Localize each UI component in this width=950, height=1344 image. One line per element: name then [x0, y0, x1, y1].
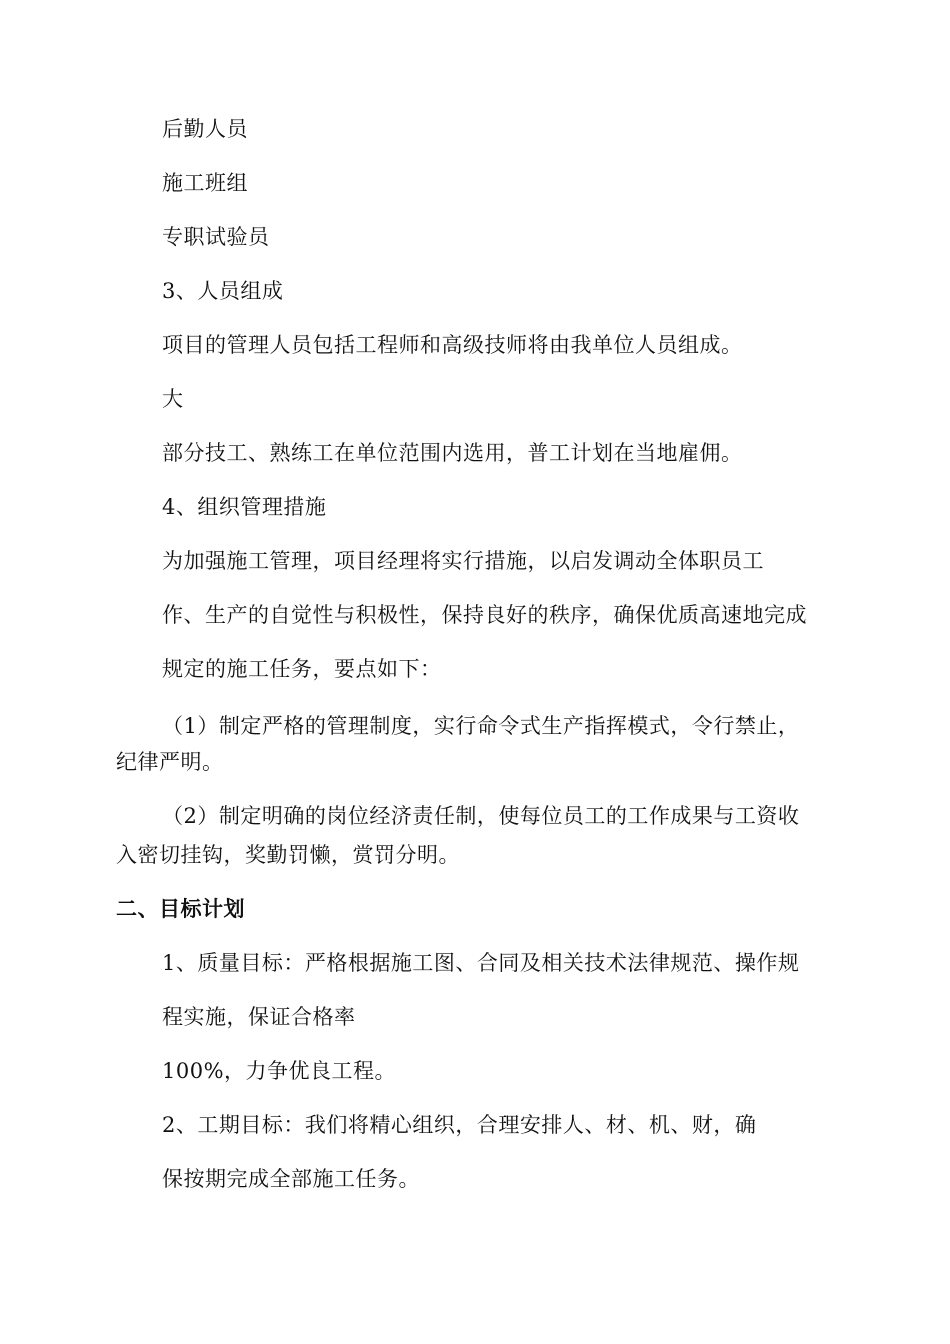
point-1-line-1: （1）制定严格的管理制度，实行命令式生产指挥模式，令行禁止，: [162, 714, 800, 738]
list-item-test-engineer: 专职试验员: [162, 225, 270, 249]
quality-goal-line-1: 1、质量目标：严格根据施工图、合同及相关技术法律规范、操作规: [162, 951, 800, 975]
point-1-line-2: 纪律严明。: [116, 750, 224, 774]
section-heading-staffing: 3、人员组成: [162, 279, 284, 303]
schedule-goal-line-1: 2、工期目标：我们将精心组织，合理安排人、材、机、财，确: [162, 1113, 757, 1137]
list-item-construction-team: 施工班组: [162, 171, 248, 195]
point-2-line-2: 入密切挂钩，奖勤罚懒，赏罚分明。: [116, 843, 460, 867]
section-heading-goals: 二、目标计划: [116, 896, 245, 921]
schedule-goal-line-2: 保按期完成全部施工任务。: [162, 1167, 420, 1191]
section-heading-management-measures: 4、组织管理措施: [162, 495, 327, 519]
paragraph-measures-line-1: 为加强施工管理，项目经理将实行措施，以启发调动全体职员工: [162, 549, 764, 573]
quality-goal-line-2: 程实施，保证合格率: [162, 1005, 356, 1029]
paragraph-management-staff: 项目的管理人员包括工程师和高级技师将由我单位人员组成。: [162, 333, 743, 357]
paragraph-workers: 部分技工、熟练工在单位范围内选用，普工计划在当地雇佣。: [162, 441, 743, 465]
list-item-logistics-staff: 后勤人员: [162, 117, 248, 141]
quality-goal-line-3: 100%，力争优良工程。: [162, 1059, 397, 1083]
paragraph-measures-line-2: 作、生产的自觉性与积极性，保持良好的秩序，确保优质高速地完成: [162, 603, 807, 627]
paragraph-measures-line-3: 规定的施工任务，要点如下：: [162, 657, 442, 681]
paragraph-fragment: 大: [162, 387, 184, 411]
point-2-line-1: （2）制定明确的岗位经济责任制，使每位员工的工作成果与工资收: [162, 804, 800, 828]
